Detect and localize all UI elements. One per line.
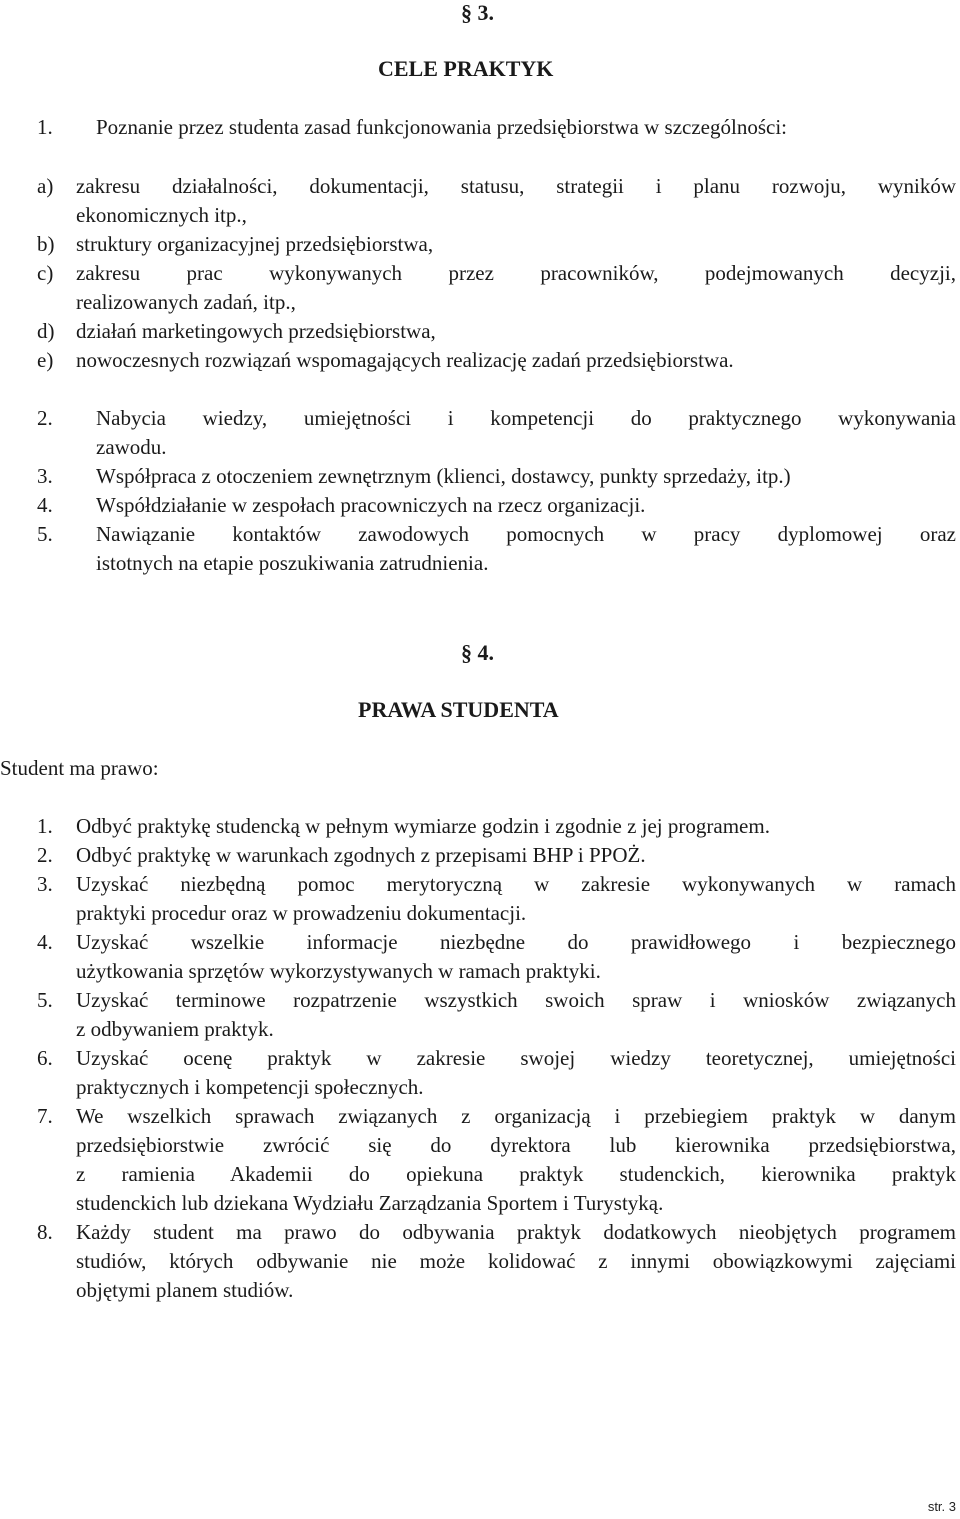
- item-line: Nawiązanie kontaktów zawodowych pomocnych w pracy dyplomowej oraz: [96, 522, 956, 546]
- subitem-line: ekonomicznych itp.,: [76, 203, 247, 227]
- subitem-line: zakresu działalności, dokumentacji, statusu, strategii i planu rozwoju, wyników: [76, 174, 956, 198]
- item-line: Uzyskać ocenę praktyk w zakresie swojej wiedzy teoretycznej, umiejętności: [76, 1046, 956, 1070]
- item-line: Współpraca z otoczeniem zewnętrznym (klienci, dostawcy, punkty sprzedaży, itp.): [96, 464, 791, 488]
- item-line: Odbyć praktykę w warunkach zgodnych z przepisami BHP i PPOŻ.: [76, 843, 646, 867]
- item-line: objętymi planem studiów.: [76, 1278, 294, 1302]
- subitem-line: nowoczesnych rozwiązań wspomagających realizację zadań przedsiębiorstwa.: [76, 348, 734, 372]
- section-4-title: PRAWA STUDENTA: [358, 697, 559, 722]
- item-line: studenckich lub dziekana Wydziału Zarządzania Sportem i Turystyką.: [76, 1191, 664, 1215]
- subitem-line: działań marketingowych przedsiębiorstwa,: [76, 319, 436, 343]
- item-number: 1.: [37, 814, 53, 838]
- subitem-label: b): [37, 232, 55, 256]
- subitem-label: a): [37, 174, 54, 198]
- item-number: 8.: [37, 1220, 53, 1244]
- item-number: 3.: [37, 464, 53, 488]
- section-3-number: § 3.: [461, 0, 494, 25]
- item-line: We wszelkich sprawach związanych z organizacją i przebiegiem praktyk w danym: [76, 1104, 956, 1128]
- item-number: 5.: [37, 988, 53, 1012]
- subitem-label: d): [37, 319, 55, 343]
- item-line: Nabycia wiedzy, umiejętności i kompetencji do praktycznego wykonywania: [96, 406, 956, 430]
- item-line: Uzyskać niezbędną pomoc merytoryczną w zakresie wykonywanych w ramach: [76, 872, 956, 896]
- item-number: 2.: [37, 843, 53, 867]
- item-number: 3.: [37, 872, 53, 896]
- item-line: istotnych na etapie poszukiwania zatrudnienia.: [96, 551, 489, 575]
- item-line: Uzyskać terminowe rozpatrzenie wszystkich swoich spraw i wniosków związanych: [76, 988, 956, 1012]
- item-number: 7.: [37, 1104, 53, 1128]
- item-line: Uzyskać wszelkie informacje niezbędne do prawidłowego i bezpiecznego: [76, 930, 956, 954]
- item-line: studiów, których odbywanie nie może kolidować z innymi obowiązkowymi zajęciami: [76, 1249, 956, 1273]
- item-number: 2.: [37, 406, 53, 430]
- item-line: Odbyć praktykę studencką w pełnym wymiarze godzin i zgodnie z jej programem.: [76, 814, 770, 838]
- item-line: z odbywaniem praktyk.: [76, 1017, 274, 1041]
- item-line: Współdziałanie w zespołach pracowniczych na rzecz organizacji.: [96, 493, 646, 517]
- section-3-title: CELE PRAKTYK: [378, 56, 554, 81]
- item-line: z ramienia Akademii do opiekuna praktyk studenckich, kierownika praktyk: [76, 1162, 956, 1186]
- item-number: 4.: [37, 493, 53, 517]
- item-line: zawodu.: [96, 435, 167, 459]
- item-line: użytkowania sprzętów wykorzystywanych w ramach praktyki.: [76, 959, 601, 983]
- item-number: 4.: [37, 930, 53, 954]
- item-number: 5.: [37, 522, 53, 546]
- subitem-label: e): [37, 348, 54, 372]
- section-4-number: § 4.: [461, 640, 494, 665]
- item-line: praktycznych i kompetencji społecznych.: [76, 1075, 424, 1099]
- subitem-line: zakresu prac wykonywanych przez pracowników, podejmowanych decyzji,: [76, 261, 956, 285]
- page-number: str. 3: [927, 1499, 956, 1514]
- section-4-intro: Student ma prawo:: [0, 756, 159, 780]
- subitem-line: struktury organizacyjnej przedsiębiorstwa,: [76, 232, 434, 256]
- subitem-label: c): [37, 261, 54, 285]
- item-text: Poznanie przez studenta zasad funkcjonowania przedsiębiorstwa w szczególności:: [96, 115, 787, 139]
- item-line: praktyki procedur oraz w prowadzeniu dokumentacji.: [76, 901, 527, 925]
- item-number: 1.: [37, 115, 53, 139]
- subitem-line: realizowanych zadań, itp.,: [76, 290, 296, 314]
- item-line: Każdy student ma prawo do odbywania praktyk dodatkowych nieobjętych programem: [76, 1220, 956, 1244]
- item-line: przedsiębiorstwie zwrócić się do dyrektora lub kierownika przedsiębiorstwa,: [76, 1133, 956, 1157]
- item-number: 6.: [37, 1046, 53, 1070]
